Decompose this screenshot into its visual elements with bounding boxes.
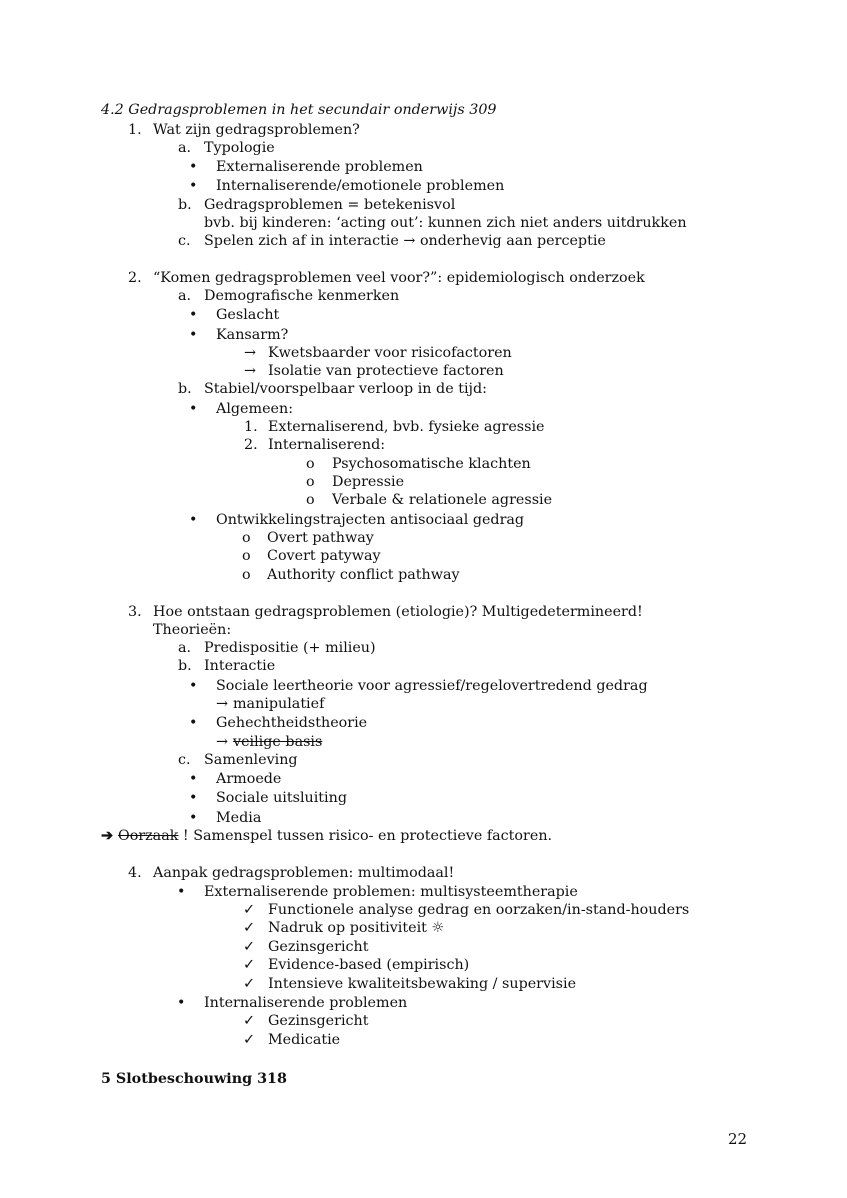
list-item: Overt pathway	[267, 530, 374, 546]
list-item: Externaliserende problemen: multisysteemtherapie	[204, 884, 578, 900]
list-letter: c.	[178, 233, 191, 249]
section-5-title: 5 Slotbeschouwing 318	[101, 1071, 287, 1087]
list-item: Stabiel/voorspelbaar verloop in de tijd:	[204, 381, 487, 397]
list-item: Predispositie (+ milieu)	[204, 640, 376, 656]
bullet-icon: •	[189, 810, 198, 826]
list-item-continuation: bvb. bij kinderen: ‘acting out’: kunnen zich niet anders uitdrukken	[204, 215, 687, 231]
list-item: Interactie	[204, 658, 276, 674]
list-item: Covert patyway	[267, 548, 381, 564]
circle-bullet-icon: o	[242, 567, 251, 583]
arrow-icon: →	[244, 363, 256, 379]
struck-text: Oorzaak	[117, 828, 179, 844]
list-item: Nadruk op positiviteit ☼	[268, 920, 445, 936]
list-item: Internaliserende problemen	[204, 995, 408, 1011]
bullet-icon: •	[177, 995, 186, 1011]
check-icon: ✓	[243, 957, 255, 973]
list-number: 1.	[128, 122, 142, 138]
list-item: Verbale & relationele agressie	[332, 492, 553, 508]
page-number: 22	[728, 1130, 748, 1148]
list-item: Sociale uitsluiting	[216, 790, 347, 806]
list-item: Armoede	[216, 771, 282, 787]
circle-bullet-icon: o	[306, 492, 315, 508]
bullet-icon: •	[189, 178, 198, 194]
arrow-icon: →	[216, 734, 228, 750]
bullet-icon: •	[189, 790, 198, 806]
list-number: 1.	[244, 419, 258, 435]
list-item: Samenleving	[204, 752, 298, 768]
list-letter: b.	[178, 381, 192, 397]
list-letter: a.	[178, 640, 192, 656]
list-letter: b.	[178, 658, 192, 674]
bullet-icon: •	[189, 512, 198, 528]
conclusion-line	[101, 827, 552, 845]
question-title: Wat zijn gedragsproblemen?	[153, 122, 360, 138]
list-item: Algemeen:	[216, 401, 294, 417]
question-title: Aanpak gedragsproblemen: multimodaal!	[153, 865, 455, 881]
bullet-icon: •	[189, 159, 198, 175]
list-number: 2.	[244, 437, 258, 453]
list-item: Isolatie van protectieve factoren	[268, 363, 504, 379]
bullet-icon: •	[189, 327, 198, 343]
check-icon: ✓	[243, 920, 255, 936]
list-item: Evidence-based (empirisch)	[268, 957, 470, 973]
bullet-icon: •	[189, 678, 198, 694]
list-item: Authority conflict pathway	[267, 567, 460, 583]
subheading: Theorieën:	[153, 622, 232, 638]
list-letter: a.	[178, 140, 192, 156]
list-number: 2.	[128, 270, 142, 286]
list-item: Media	[216, 810, 262, 826]
circle-bullet-icon: o	[306, 474, 315, 490]
circle-bullet-icon: o	[242, 548, 251, 564]
list-item: Demografische kenmerken	[204, 288, 400, 304]
list-item: Typologie	[204, 140, 275, 156]
big-arrow-icon: ➔	[101, 828, 113, 844]
list-item: Geslacht	[216, 307, 280, 323]
bullet-icon: •	[189, 401, 198, 417]
list-number: 3.	[128, 604, 142, 620]
section-title: 4.2 Gedragsproblemen in het secundair onderwijs 309	[101, 102, 497, 118]
circle-bullet-icon: o	[306, 456, 315, 472]
check-icon: ✓	[243, 902, 255, 918]
list-item: Functionele analyse gedrag en oorzaken/in-stand-houders	[268, 902, 690, 918]
arrow-icon: →	[216, 696, 228, 712]
list-letter: c.	[178, 752, 191, 768]
list-item: Depressie	[332, 474, 405, 490]
list-item: Internaliserende/emotionele problemen	[216, 178, 505, 194]
circle-bullet-icon: o	[242, 530, 251, 546]
list-item: Gezinsgericht	[268, 939, 369, 955]
list-item: Externaliserend, bvb. fysieke agressie	[268, 419, 545, 435]
list-item: Gezinsgericht	[268, 1013, 369, 1029]
conclusion-text: ! Samenspel tussen risico- en protectieve factoren.	[178, 828, 553, 844]
list-item: Gehechtheidstheorie	[216, 715, 368, 731]
list-item: manipulatief	[233, 696, 325, 712]
list-item: Spelen zich af in interactie → onderhevig aan perceptie	[204, 233, 606, 249]
list-item: Externaliserende problemen	[216, 159, 423, 175]
check-icon: ✓	[243, 939, 255, 955]
arrow-icon: →	[244, 345, 256, 361]
bullet-icon: •	[189, 715, 198, 731]
list-item: Internaliserend:	[268, 437, 386, 453]
bullet-icon: •	[189, 307, 198, 323]
question-title: “Komen gedragsproblemen veel voor?”: epidemiologisch onderzoek	[153, 270, 645, 286]
list-number: 4.	[128, 865, 142, 881]
bullet-icon: •	[177, 884, 186, 900]
list-letter: a.	[178, 288, 192, 304]
list-item: Intensieve kwaliteitsbewaking / supervisie	[268, 976, 577, 992]
list-item: Gedragsproblemen = betekenisvol	[204, 197, 456, 213]
struck-text: veilige basis	[233, 734, 323, 750]
list-item: Medicatie	[268, 1032, 341, 1048]
list-item: Ontwikkelingstrajecten antisociaal gedrag	[216, 512, 525, 528]
check-icon: ✓	[243, 976, 255, 992]
check-icon: ✓	[243, 1032, 255, 1048]
list-item: Sociale leertheorie voor agressief/regelovertredend gedrag	[216, 678, 648, 694]
list-item: Kansarm?	[216, 327, 289, 343]
list-letter: b.	[178, 197, 192, 213]
list-item: Kwetsbaarder voor risicofactoren	[268, 345, 512, 361]
question-title: Hoe ontstaan gedragsproblemen (etiologie)? Multigedetermineerd!	[153, 604, 643, 620]
check-icon: ✓	[243, 1013, 255, 1029]
bullet-icon: •	[189, 771, 198, 787]
list-item: Psychosomatische klachten	[332, 456, 531, 472]
